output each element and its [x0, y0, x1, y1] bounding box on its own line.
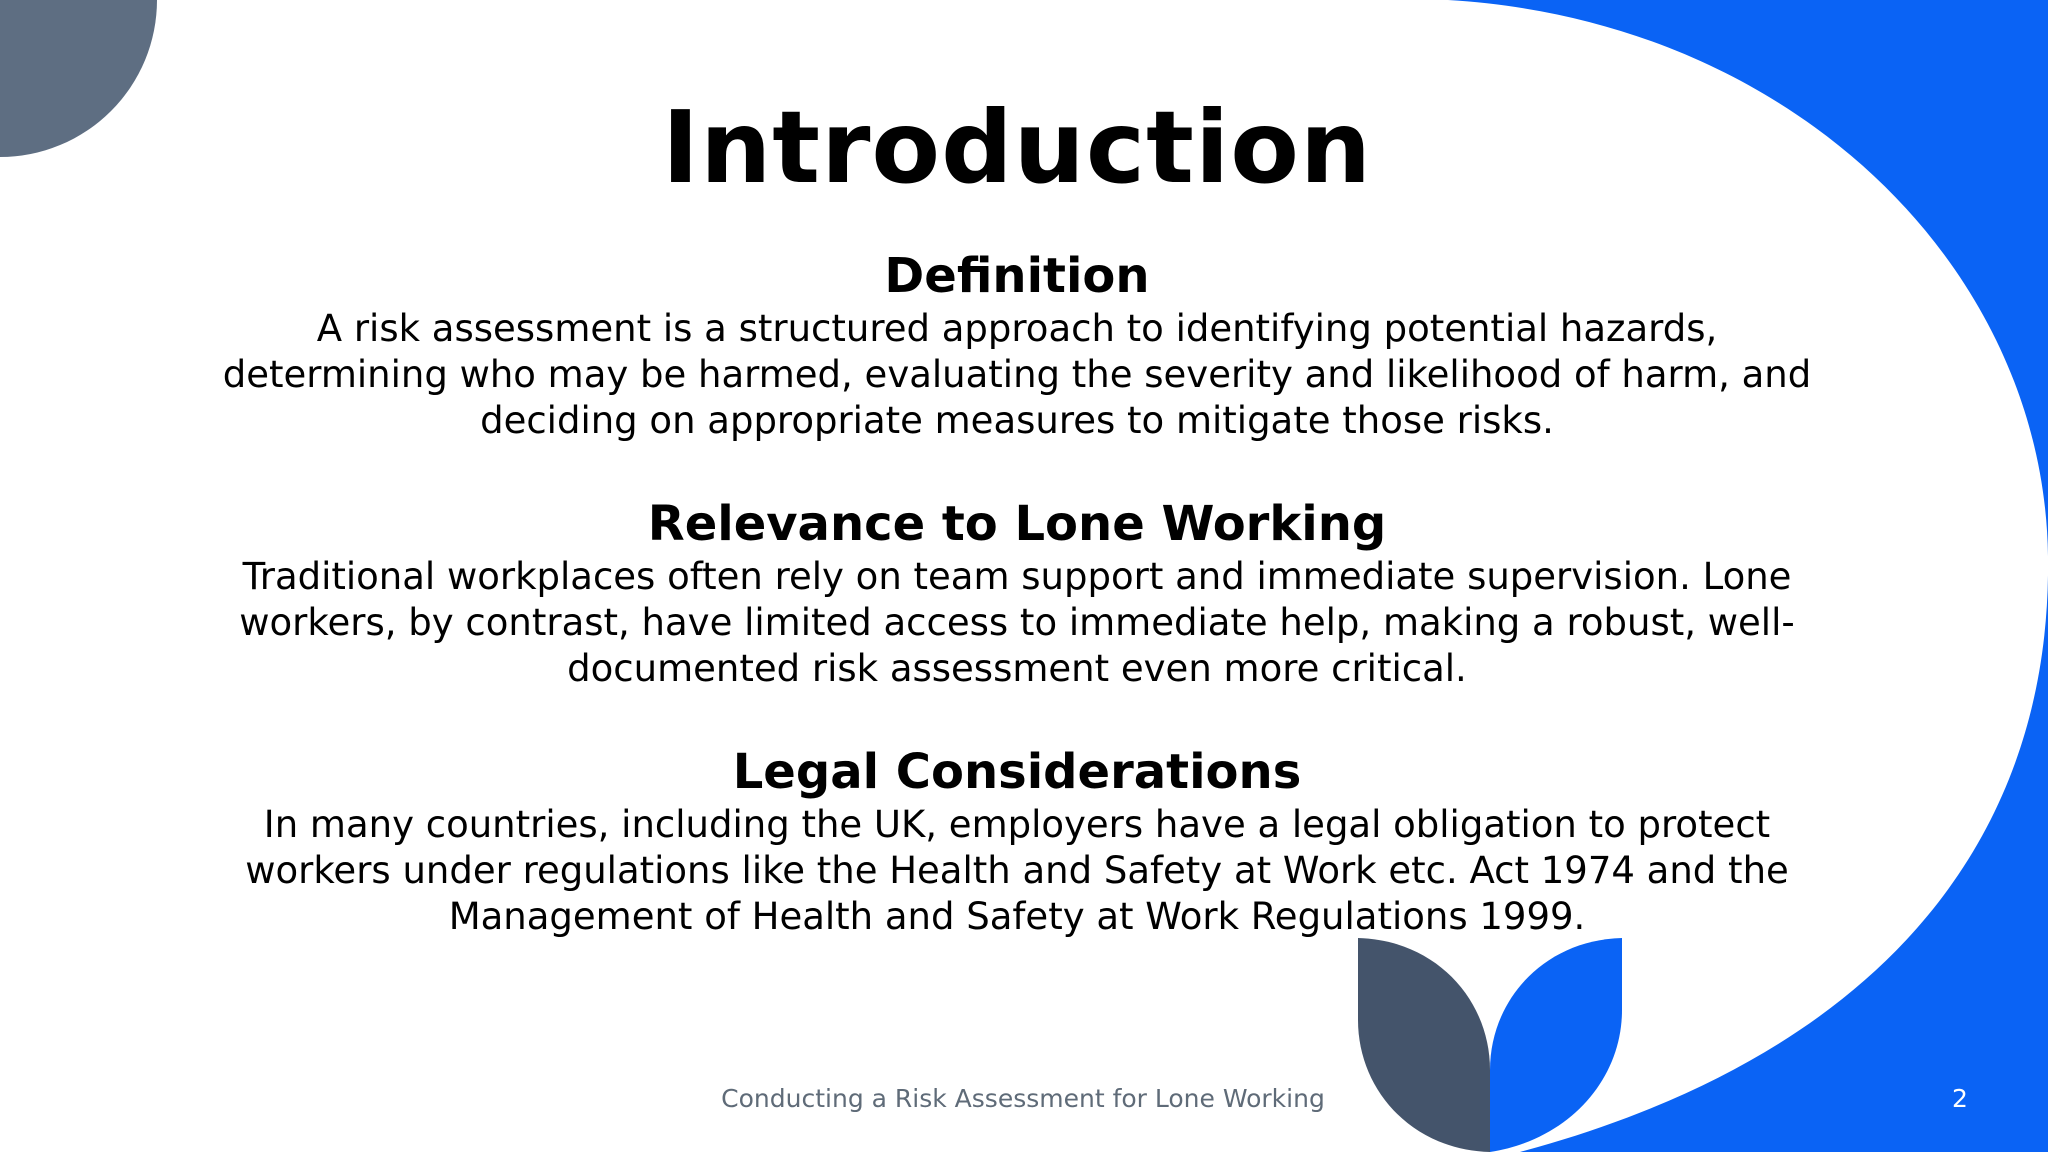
section-heading: Relevance to Lone Working — [647, 496, 1387, 552]
slide-title: Introduction — [661, 89, 1373, 206]
slide-number: 2 — [1952, 1084, 1968, 1113]
section-body: In many countries, including the UK, employers have a legal obligation to protect workers under regulations like the Health and Safety at Work etc. Act 1974 and the Management of Health and Safety at Work Regulations 1999. — [245, 803, 1789, 938]
section-heading: Definition — [884, 248, 1150, 304]
slide-content — [210, 246, 1824, 990]
section-definition — [210, 246, 1824, 444]
section-heading: Legal Considerations — [732, 744, 1302, 800]
footer-text: Conducting a Risk Assessment for Lone Working — [721, 1084, 1325, 1113]
section-body: A risk assessment is a structured approach to identifying potential hazards, determining who may be harmed, evaluating the severity and likelihood of harm, and deciding on appropriate measures to mitigate those risks. — [222, 307, 1812, 442]
section-relevance-to-lone-working — [210, 494, 1824, 692]
section-legal-considerations — [210, 742, 1824, 940]
section-body: Traditional workplaces often rely on team support and immediate supervision. Lone workers, by contrast, have limited access to immediate help, making a robust, well-documented risk assessment even more critical. — [239, 555, 1795, 690]
